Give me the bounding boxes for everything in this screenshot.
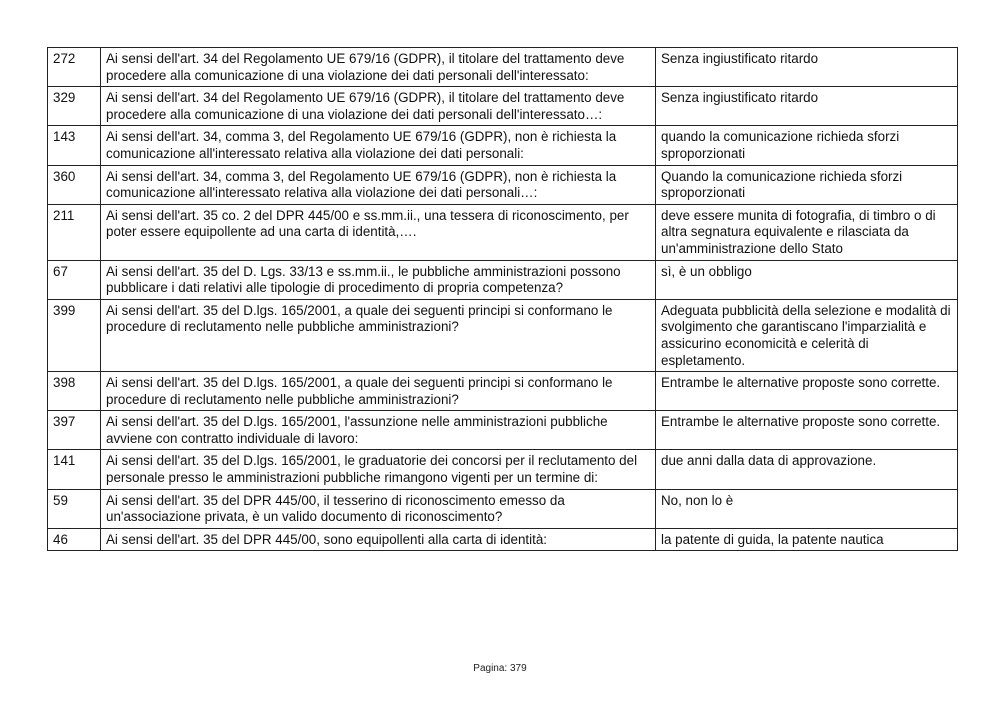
answer-text: deve essere munita di fotografia, di timbro o di altra segnatura equivalente e rilasciata da un'amministrazione dello Stato <box>656 204 958 260</box>
table-row <box>48 260 958 299</box>
question-id: 397 <box>48 411 101 450</box>
question-id: 360 <box>48 165 101 204</box>
question-text: Ai sensi dell'art. 35 del D.lgs. 165/2001, a quale dei seguenti principi si conformano le procedure di reclutamento nelle pubbliche amministrazioni? <box>101 372 656 411</box>
table-row <box>48 165 958 204</box>
table-row <box>48 489 958 528</box>
answer-text: quando la comunicazione richieda sforzi sproporzionati <box>656 126 958 165</box>
answer-text: sì, è un obbligo <box>656 260 958 299</box>
question-id: 143 <box>48 126 101 165</box>
answer-text: No, non lo è <box>656 489 958 528</box>
question-id: 211 <box>48 204 101 260</box>
table-row <box>48 126 958 165</box>
question-text: Ai sensi dell'art. 35 co. 2 del DPR 445/00 e ss.mm.ii., una tessera di riconoscimento, per poter essere equipollente ad una carta di identità,…. <box>101 204 656 260</box>
question-text: Ai sensi dell'art. 35 del D. Lgs. 33/13 e ss.mm.ii., le pubbliche amministrazioni possono pubblicare i dati relativi alle tipologie di procedimento di propria competenza? <box>101 260 656 299</box>
question-id: 329 <box>48 87 101 126</box>
answer-text: Adeguata pubblicità della selezione e modalità di svolgimento che garantiscano l'imparzialità e assicurino economicità e celerità di espletamento. <box>656 299 958 371</box>
question-id: 46 <box>48 528 101 551</box>
table-row <box>48 411 958 450</box>
table-row <box>48 372 958 411</box>
answer-text: Senza ingiustificato ritardo <box>656 48 958 87</box>
table-row <box>48 48 958 87</box>
answer-text: la patente di guida, la patente nautica <box>656 528 958 551</box>
answer-text: Entrambe le alternative proposte sono corrette. <box>656 411 958 450</box>
question-text: Ai sensi dell'art. 35 del D.lgs. 165/2001, le graduatorie dei concorsi per il reclutamento del personale presso le amministrazioni pubbliche rimangono vigenti per un termine di: <box>101 450 656 489</box>
question-id: 399 <box>48 299 101 371</box>
page-number: Pagina: 379 <box>473 663 527 674</box>
question-text: Ai sensi dell'art. 35 del DPR 445/00, il tesserino di riconoscimento emesso da un'associazione privata, è un valido documento di riconoscimento? <box>101 489 656 528</box>
question-text: Ai sensi dell'art. 34, comma 3, del Regolamento UE 679/16 (GDPR), non è richiesta la comunicazione all'interessato relativa alla violazione dei dati personali: <box>101 126 656 165</box>
question-text: Ai sensi dell'art. 34 del Regolamento UE 679/16 (GDPR), il titolare del trattamento deve procedere alla comunicazione di una violazione dei dati personali dell'interessato…: <box>101 87 656 126</box>
table-row <box>48 299 958 371</box>
question-id: 398 <box>48 372 101 411</box>
question-id: 141 <box>48 450 101 489</box>
table-row <box>48 204 958 260</box>
answer-text: Senza ingiustificato ritardo <box>656 87 958 126</box>
questions-table <box>47 47 958 551</box>
question-id: 272 <box>48 48 101 87</box>
answer-text: Entrambe le alternative proposte sono corrette. <box>656 372 958 411</box>
table-row <box>48 528 958 551</box>
table-row <box>48 450 958 489</box>
question-text: Ai sensi dell'art. 34, comma 3, del Regolamento UE 679/16 (GDPR), non è richiesta la comunicazione all'interessato relativa alla violazione dei dati personali…: <box>101 165 656 204</box>
question-id: 67 <box>48 260 101 299</box>
answer-text: due anni dalla data di approvazione. <box>656 450 958 489</box>
question-text: Ai sensi dell'art. 35 del D.lgs. 165/2001, a quale dei seguenti principi si conformano le procedure di reclutamento nelle pubbliche amministrazioni? <box>101 299 656 371</box>
question-text: Ai sensi dell'art. 34 del Regolamento UE 679/16 (GDPR), il titolare del trattamento deve procedere alla comunicazione di una violazione dei dati personali dell'interessato: <box>101 48 656 87</box>
question-id: 59 <box>48 489 101 528</box>
question-text: Ai sensi dell'art. 35 del D.lgs. 165/2001, l'assunzione nelle amministrazioni pubbliche avviene con contratto individuale di lavoro: <box>101 411 656 450</box>
question-text: Ai sensi dell'art. 35 del DPR 445/00, sono equipollenti alla carta di identità: <box>101 528 656 551</box>
answer-text: Quando la comunicazione richieda sforzi sproporzionati <box>656 165 958 204</box>
table-row <box>48 87 958 126</box>
